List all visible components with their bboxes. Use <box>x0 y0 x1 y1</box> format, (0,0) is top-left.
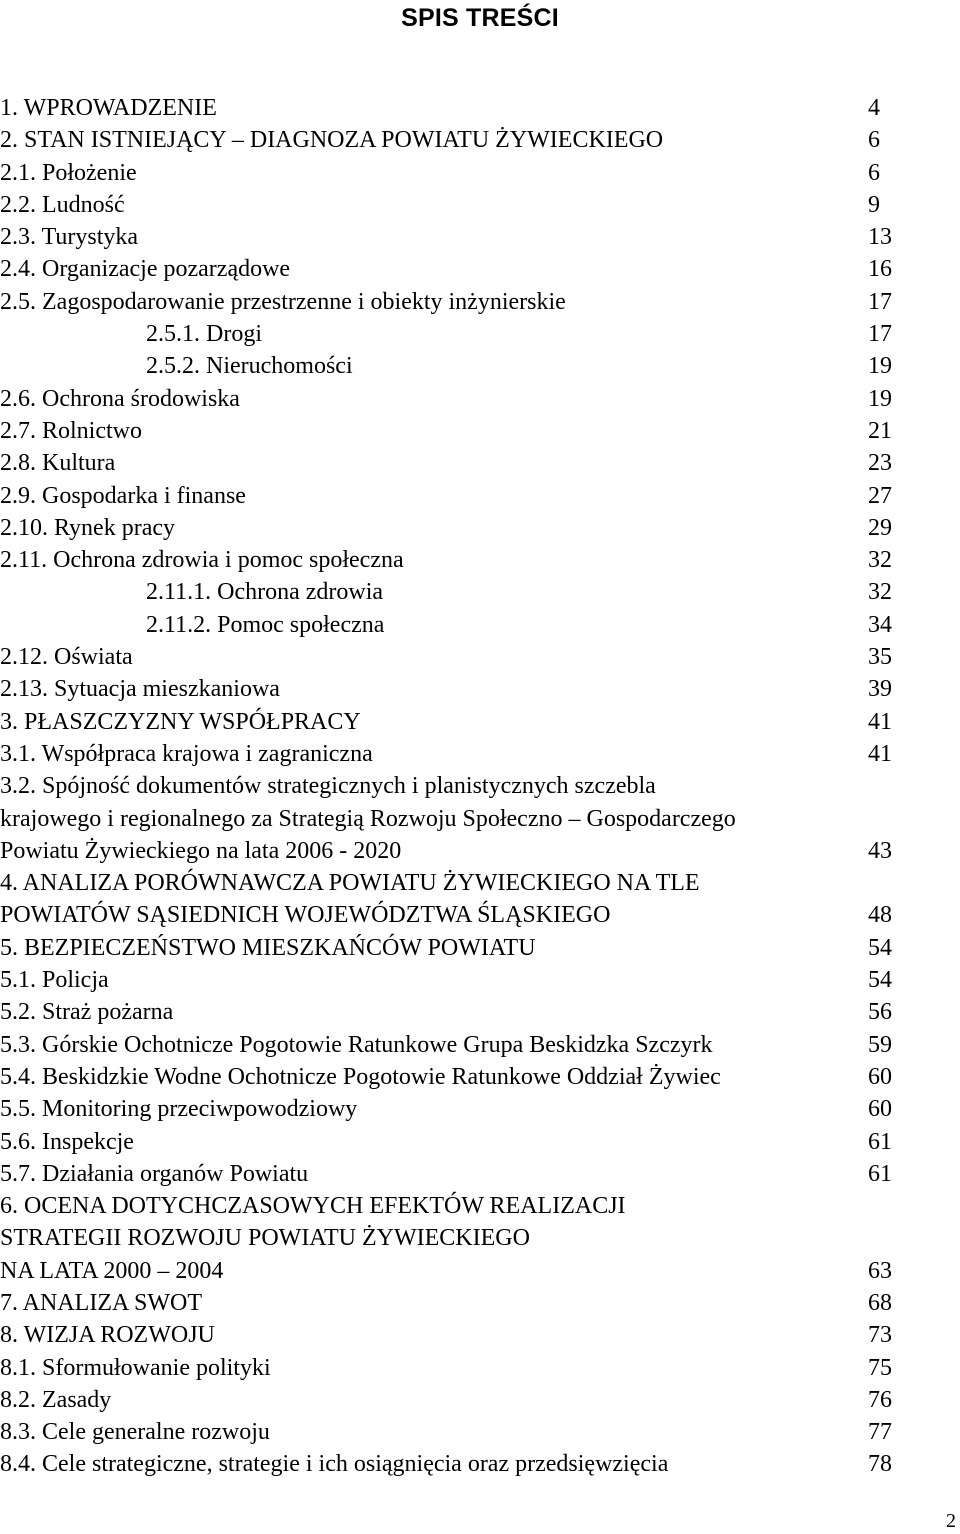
toc-entry-page: 61 <box>868 1128 892 1155</box>
toc-entry <box>0 1352 960 1384</box>
toc-entry <box>0 1093 960 1125</box>
toc-entry-title: 2.11. Ochrona zdrowia i pomoc społeczna <box>0 547 404 574</box>
toc-entry-title: 5.6. Inspekcje <box>0 1128 134 1155</box>
toc-entry-page: 43 <box>868 837 892 864</box>
toc-entry-page: 6 <box>868 159 880 186</box>
toc-entry <box>0 1416 960 1448</box>
toc-entry <box>0 867 960 899</box>
toc-entry-title: 7. ANALIZA SWOT <box>0 1289 202 1316</box>
toc-entry <box>0 253 960 285</box>
toc-entry-title: 8.4. Cele strategiczne, strategie i ich osiągnięcia oraz przedsięwzięcia <box>0 1451 669 1478</box>
toc-entry-title: 5.2. Straż pożarna <box>0 999 174 1026</box>
toc-entry-page: 35 <box>868 644 892 671</box>
toc-entry-page: 76 <box>868 1386 892 1413</box>
toc-entry-page: 32 <box>868 579 892 606</box>
toc-entry-title: NA LATA 2000 – 2004 <box>0 1257 224 1284</box>
toc-entry <box>0 318 960 350</box>
toc-entry <box>0 1222 960 1254</box>
toc-entry-title: Powiatu Żywieckiego na lata 2006 - 2020 <box>0 837 402 864</box>
toc-entry <box>0 383 960 415</box>
toc-entry-page: 48 <box>868 902 892 929</box>
toc-entry-title: krajowego i regionalnego za Strategią Rozwoju Społeczno – Gospodarczego <box>0 805 736 832</box>
toc-entry <box>0 221 960 253</box>
toc-entry <box>0 996 960 1028</box>
table-of-contents <box>0 92 960 1481</box>
toc-entry <box>0 286 960 318</box>
page-title: SPIS TREŚCI <box>401 4 559 32</box>
toc-entry-title: 2.7. Rolnictwo <box>0 417 142 444</box>
toc-entry-page: 75 <box>868 1354 892 1381</box>
toc-entry-page: 68 <box>868 1289 892 1316</box>
toc-entry-title: 2. STAN ISTNIEJĄCY – DIAGNOZA POWIATU ŻYWIECKIEGO <box>0 127 664 154</box>
toc-entry-title: 2.2. Ludność <box>0 191 125 218</box>
toc-entry <box>0 738 960 770</box>
toc-entry <box>0 1158 960 1190</box>
toc-entry-page: 21 <box>868 417 892 444</box>
toc-entry <box>0 641 960 673</box>
toc-entry-title: 3.1. Współpraca krajowa i zagraniczna <box>0 740 373 767</box>
toc-entry <box>0 835 960 867</box>
toc-entry-title: 2.8. Kultura <box>0 450 116 477</box>
toc-entry-title: 5. BEZPIECZEŃSTWO MIESZKAŃCÓW POWIATU <box>0 934 536 961</box>
toc-entry-title: 2.11.1. Ochrona zdrowia <box>146 579 384 606</box>
toc-entry-page: 59 <box>868 1031 892 1058</box>
toc-entry <box>0 1319 960 1351</box>
toc-entry-title: 8.2. Zasady <box>0 1386 112 1413</box>
toc-entry-title: 4. ANALIZA PORÓWNAWCZA POWIATU ŻYWIECKIEGO NA TLE <box>0 870 700 897</box>
toc-entry-page: 6 <box>868 127 880 154</box>
toc-entry-page: 17 <box>868 288 892 315</box>
toc-entry-page: 19 <box>868 385 892 412</box>
toc-entry-title: 5.1. Policja <box>0 967 109 994</box>
toc-entry-page: 60 <box>868 1096 892 1123</box>
toc-entry <box>0 544 960 576</box>
toc-entry-title: 2.12. Oświata <box>0 644 133 671</box>
toc-entry-page: 73 <box>868 1322 892 1349</box>
toc-entry-page: 17 <box>868 321 892 348</box>
toc-entry-title: 8.3. Cele generalne rozwoju <box>0 1419 270 1446</box>
toc-entry-title: 2.4. Organizacje pozarządowe <box>0 256 291 283</box>
toc-entry-page: 23 <box>868 450 892 477</box>
toc-entry-title: 2.10. Rynek pracy <box>0 514 175 541</box>
toc-entry-page: 61 <box>868 1160 892 1187</box>
toc-entry-title: 5.7. Działania organów Powiatu <box>0 1160 309 1187</box>
toc-entry-title: 8.1. Sformułowanie polityki <box>0 1354 271 1381</box>
toc-entry <box>0 770 960 802</box>
toc-entry <box>0 1287 960 1319</box>
toc-entry-page: 63 <box>868 1257 892 1284</box>
toc-entry <box>0 706 960 738</box>
toc-entry-page: 39 <box>868 676 892 703</box>
toc-entry <box>0 512 960 544</box>
toc-entry-page: 27 <box>868 482 892 509</box>
toc-entry <box>0 1255 960 1287</box>
toc-entry <box>0 673 960 705</box>
toc-entry-page: 60 <box>868 1063 892 1090</box>
toc-entry <box>0 415 960 447</box>
toc-entry-title: 2.9. Gospodarka i finanse <box>0 482 246 509</box>
toc-entry-title: STRATEGII ROZWOJU POWIATU ŻYWIECKIEGO <box>0 1225 530 1252</box>
toc-entry-page: 16 <box>868 256 892 283</box>
toc-entry-title: 3. PŁASZCZYZNY WSPÓŁPRACY <box>0 708 361 735</box>
toc-entry <box>0 899 960 931</box>
toc-entry <box>0 157 960 189</box>
toc-entry-title: 2.11.2. Pomoc społeczna <box>146 611 385 638</box>
toc-entry-page: 78 <box>868 1451 892 1478</box>
toc-entry-title: 3.2. Spójność dokumentów strategicznych i planistycznych szczebla <box>0 773 656 800</box>
toc-entry-page: 34 <box>868 611 892 638</box>
toc-entry-title: 5.5. Monitoring przeciwpowodziowy <box>0 1096 358 1123</box>
toc-entry <box>0 1029 960 1061</box>
toc-entry-page: 54 <box>868 967 892 994</box>
page-number: 2 <box>946 1510 956 1532</box>
toc-entry-title: 2.1. Położenie <box>0 159 137 186</box>
toc-entry <box>0 189 960 221</box>
toc-entry <box>0 609 960 641</box>
toc-entry-title: 2.5.2. Nieruchomości <box>146 353 353 380</box>
toc-entry-page: 19 <box>868 353 892 380</box>
toc-entry <box>0 576 960 608</box>
toc-entry-title: 5.3. Górskie Ochotnicze Pogotowie Ratunkowe Grupa Beskidzka Szczyrk <box>0 1031 713 1058</box>
toc-entry <box>0 480 960 512</box>
toc-entry <box>0 1384 960 1416</box>
toc-entry-title: 5.4. Beskidzkie Wodne Ochotnicze Pogotowie Ratunkowe Oddział Żywiec <box>0 1063 721 1090</box>
toc-entry-title: POWIATÓW SĄSIEDNICH WOJEWÓDZTWA ŚLĄSKIEGO <box>0 902 611 929</box>
toc-entry <box>0 932 960 964</box>
toc-entry-page: 54 <box>868 934 892 961</box>
toc-entry <box>0 350 960 382</box>
toc-entry <box>0 447 960 479</box>
toc-entry-page: 32 <box>868 547 892 574</box>
toc-entry-page: 56 <box>868 999 892 1026</box>
toc-entry-title: 6. OCENA DOTYCHCZASOWYCH EFEKTÓW REALIZACJI <box>0 1193 626 1220</box>
toc-entry-page: 29 <box>868 514 892 541</box>
toc-entry-title: 2.3. Turystyka <box>0 224 139 251</box>
toc-entry-title: 2.5. Zagospodarowanie przestrzenne i obiekty inżynierskie <box>0 288 566 315</box>
toc-entry <box>0 1061 960 1093</box>
toc-entry <box>0 1448 960 1480</box>
toc-entry-title: 2.13. Sytuacja mieszkaniowa <box>0 676 280 703</box>
toc-entry-page: 41 <box>868 740 892 767</box>
toc-entry <box>0 124 960 156</box>
toc-entry <box>0 803 960 835</box>
toc-entry-page: 4 <box>868 95 880 121</box>
toc-entry-page: 9 <box>868 191 880 218</box>
toc-entry-title: 8. WIZJA ROZWOJU <box>0 1322 215 1349</box>
toc-entry-page: 13 <box>868 224 892 251</box>
toc-entry-page: 41 <box>868 708 892 735</box>
toc-entry <box>0 1126 960 1158</box>
toc-entry <box>0 964 960 996</box>
toc-entry-title: 1. WPROWADZENIE <box>0 95 217 121</box>
toc-entry <box>0 1190 960 1222</box>
toc-entry <box>0 92 960 124</box>
toc-entry-page: 77 <box>868 1419 892 1446</box>
toc-entry-title: 2.6. Ochrona środowiska <box>0 385 240 412</box>
toc-entry-title: 2.5.1. Drogi <box>146 321 262 348</box>
